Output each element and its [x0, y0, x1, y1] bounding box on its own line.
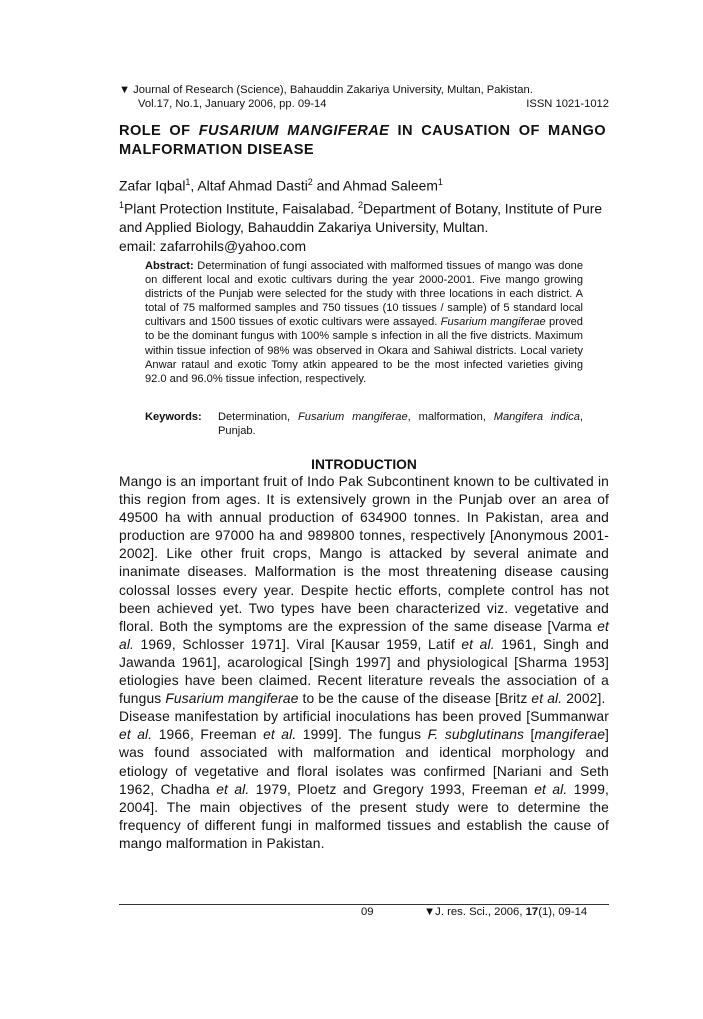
- page-number: 09: [361, 906, 374, 918]
- footer-divider: [119, 904, 609, 905]
- keywords-label: Keywords:: [145, 411, 202, 423]
- introduction-heading: INTRODUCTION: [311, 457, 417, 472]
- journal-volume-line: [119, 97, 609, 111]
- journal-volume: Vol.17, No.1, January 2006, pp. 09-14: [138, 98, 327, 110]
- keywords: [145, 410, 583, 438]
- intro-paragraph-1: Mango is an important fruit of Indo Pak Subcontinent known to be cultivated in this region from ages. It is extensively grown in the Punjab over an area of 49500 ha with annual production of 634900 tonnes. In Pakistan, area and production are 97000 ha and 989800 tonnes, respectively [Anonymous 2001-2002]. Like other fruit crops, Mango is attacked by several animate and inanimate diseases. Malformation is the most threatening disease causing colossal losses every year. Despite hectic efforts, complete control has not been achieved yet. Two types have been characterized viz. vegetative and floral. Both the symptoms are the expression of the same disease [Varma et al. 1969, Schlosser 1971]. Viral [Kausar 1959, Latif et al. 1961, Singh and Jawanda 1961], acarological [Singh 1997] and physiological [Sharma 1953] etiologies have been claimed. Recent literature reveals the association of a fungus Fusarium mangiferae to be the cause of the disease [Britz et al. 2002].: [119, 474, 610, 707]
- journal-issn: ISSN 1021-1012: [526, 98, 609, 110]
- journal-header: [119, 83, 609, 111]
- paper-title: ROLE OF FUSARIUM MANGIFERAE IN CAUSATION OF MANGO MALFORMATION DISEASE: [119, 123, 606, 158]
- keywords-list: Determination, Fusarium mangiferae, malformation, Mangifera indica, Punjab.: [218, 411, 583, 438]
- journal-name: ▼ Journal of Research (Science), Bahauddin Zakariya University, Multan, Pakistan.: [119, 84, 533, 96]
- author-block: [119, 173, 611, 256]
- intro-paragraph-2: Disease manifestation by artificial inoculations has been proved [Summanwar et al. 1966, Freeman et al. 1999]. The fungus F. subglutinans [mangiferae] was found associated with malformation and identical morphology and etiology of vegetative and floral isolates was confirmed [Nariani and Seth 1962, Chadha et al. 1979, Ploetz and Gregory 1993, Freeman et al. 1999, 2004]. The main objectives of the present study were to determine the frequency of different fungi in malformed tissues and establish the cause of mango malformation in Pakistan.: [119, 709, 610, 851]
- introduction-body: [119, 473, 609, 853]
- author-email: email: zafarrohils@yahoo.com: [119, 238, 307, 255]
- author-names: Zafar Iqbal$^1$, Altaf Ahmad Dasti$^2$ and Ahmad Saleem$^1$: [119, 177, 443, 194]
- author-affiliations: $^1$Plant Protection Institute, Faisalabad. $^2$Department of Botany, Institute of Pure and Applied Biology, Bahauddin Zakariya University, Multan.: [119, 199, 603, 236]
- abstract-label: Abstract:: [145, 260, 194, 272]
- title-species: FUSARIUM MANGIFERAE: [198, 123, 390, 139]
- footer-citation: ▼J. res. Sci., 2006, 17(1), 09-14: [424, 906, 588, 918]
- abstract: Abstract: Determination of fungi associated with malformed tissues of mango was done on different local and exotic cultivars during the year 2000-2001. Five mango growing districts of the Punjab were selected for the study with three locations in each district. A total of 75 malformed samples and 750 tissues (10 tissues / sample) of 5 standard local cultivars and 1500 tissues of exotic cultivars were assayed. Fusarium mangiferae proved to be the dominant fungus with 100% sample s infection in all the five districts. Maximum within tissue infection of 98% was observed in Okara and Sahiwal districts. Local variety Anwar rataul and exotic Tomy atkin appeared to be the most infected varieties giving 92.0 and 96.0% tissue infection, respectively.: [145, 260, 583, 385]
